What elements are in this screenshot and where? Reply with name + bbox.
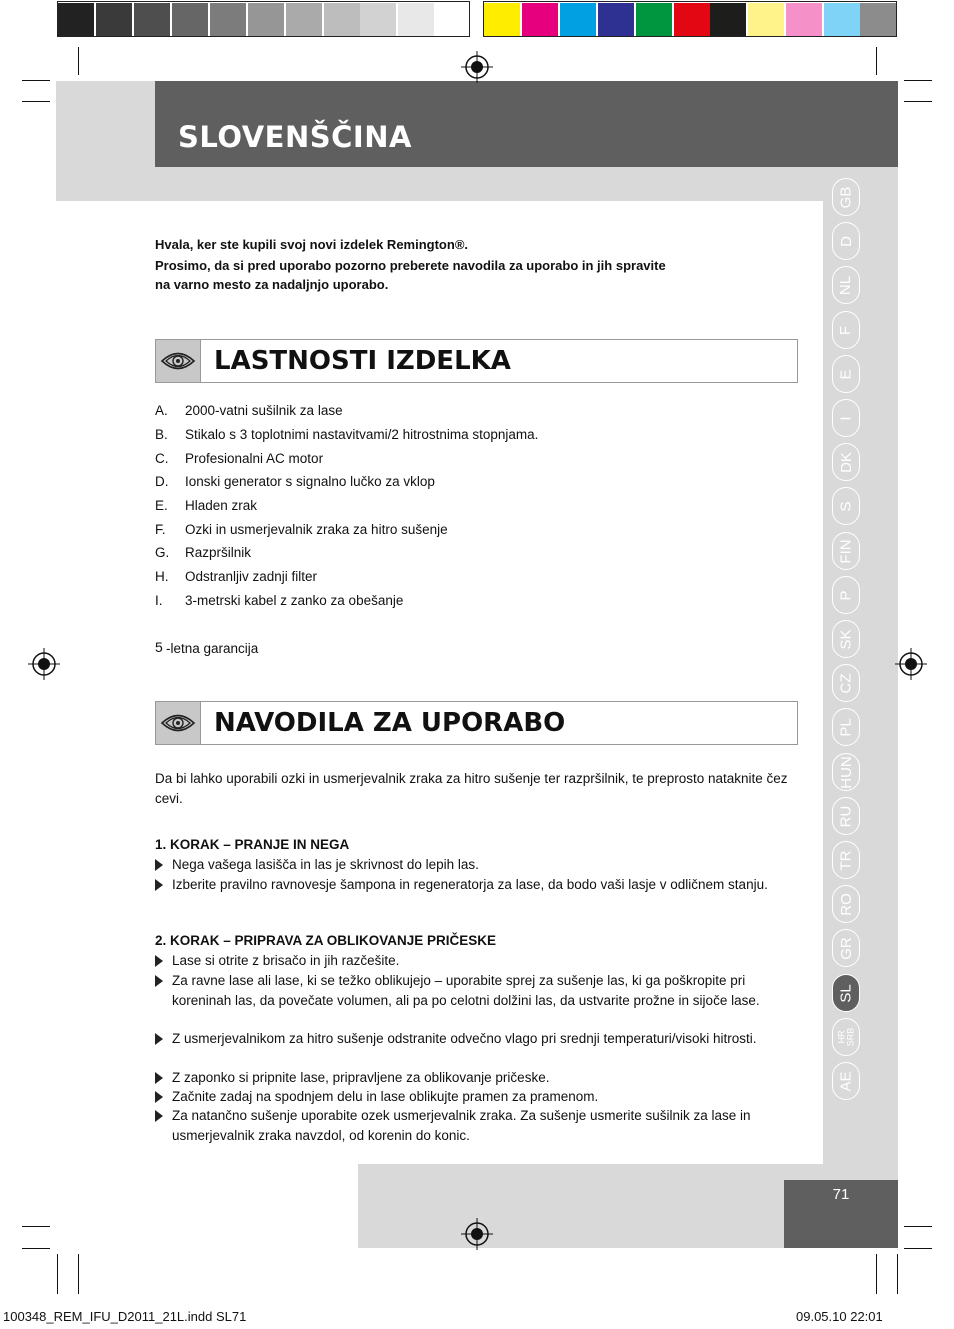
language-tab-label: SL [837, 983, 855, 1003]
language-tab-label: RU [837, 805, 855, 827]
crop-mark [57, 1254, 58, 1294]
language-tab-gr[interactable] [832, 929, 860, 967]
step1-title: 1. KORAK – PRANJE IN NEGA [155, 837, 350, 852]
feature-text: Odstranljiv zadnji filter [185, 569, 318, 584]
language-tab-label: D [837, 235, 855, 247]
language-tab-sk[interactable] [832, 620, 860, 658]
language-tab-label: F [837, 325, 855, 335]
color-bar-frame [483, 1, 897, 37]
language-tab-label: P [837, 589, 855, 601]
crop-mark [876, 47, 877, 75]
language-tab-label: PL [837, 717, 855, 737]
feature-letter: I. [155, 593, 163, 608]
language-tab-hun[interactable] [832, 753, 860, 791]
eye-icon [156, 340, 201, 382]
bullet-text: Lase si otrite z brisačo in jih razčešite. [172, 953, 400, 968]
language-tab-ro[interactable] [832, 885, 860, 923]
crop-mark [904, 101, 932, 102]
language-tab-pl[interactable] [832, 708, 860, 746]
language-tab-label: SK [837, 628, 855, 650]
instructions-header [155, 701, 798, 745]
crop-mark [22, 80, 50, 81]
color-bar-frame [57, 1, 470, 37]
crop-mark [22, 1226, 50, 1227]
arrow-bullet-icon [155, 975, 163, 987]
step2-title: 2. KORAK – PRIPRAVA ZA OBLIKOVANJE PRIČESKE [155, 933, 497, 948]
feature-letter: C. [155, 451, 169, 466]
registration-mark-icon [28, 648, 60, 680]
feature-letter: A. [155, 403, 168, 418]
crop-mark [78, 47, 79, 75]
feature-letter: H. [155, 569, 169, 584]
language-tab-f[interactable] [832, 311, 860, 349]
feature-text: Ozki in usmerjevalnik zraka za hitro sušenje [185, 522, 448, 537]
intro-please: Prosimo, da si pred uporabo pozorno preberete navodila za uporabo in jih spravite [155, 258, 666, 273]
language-tab-label: DK [837, 451, 855, 473]
language-tab-ru[interactable] [832, 797, 860, 835]
language-tab-e[interactable] [832, 355, 860, 393]
crop-mark [22, 1248, 50, 1249]
language-tab-label: GB [837, 186, 855, 208]
page-title: SLOVENŠČINA [178, 120, 412, 154]
language-tab-dk[interactable] [832, 443, 860, 481]
feature-text: 2000-vatni sušilnik za lase [185, 403, 343, 418]
bullet-item [155, 875, 800, 895]
language-tab-nl[interactable] [832, 266, 860, 304]
language-tab-ae[interactable] [832, 1062, 860, 1100]
instructions-heading: NAVODILA ZA UPORABO [214, 708, 566, 738]
feature-text: Profesionalni AC motor [185, 451, 324, 466]
intro-thanks: Hvala, ker ste kupili svoj novi izdelek Remington®. [155, 237, 469, 252]
language-tab-p[interactable] [832, 576, 860, 614]
registration-mark-icon [461, 1218, 493, 1250]
language-tab-s[interactable] [832, 487, 860, 525]
crop-mark [22, 101, 50, 102]
intro-please-cont: na varno mesto za nadaljnjo uporabo. [155, 277, 389, 292]
bullet-text: Z zaponko si pripnite lase, pripravljene za oblikovanje pričeske. [172, 1070, 550, 1085]
feature-letter: F. [155, 522, 166, 537]
arrow-bullet-icon [155, 1091, 163, 1103]
bullet-item [155, 1029, 800, 1049]
language-tab-label: AE [837, 1070, 855, 1092]
language-tab-hr-srb[interactable] [832, 1018, 860, 1056]
feature-text: Hladen zrak [185, 498, 258, 513]
crop-mark [904, 1248, 932, 1249]
feature-letter: G. [155, 545, 170, 560]
feature-letter: B. [155, 427, 168, 442]
bullet-text: Začnite zadaj na spodnjem delu in lase oblikujte pramen za pramenom. [172, 1089, 599, 1104]
bullet-text: Izberite pravilno ravnovesje šampona in regeneratorja za lase, da bodo vaši lasje v odličnem stanju. [172, 877, 768, 892]
language-tab-label: HUN [837, 755, 855, 789]
language-tab-label: E [837, 368, 855, 380]
instructions-intro: Da bi lahko uporabili ozki in usmerjevalnik zraka za hitro sušenje ter razpršilnik, te preprosto nataknite čez cevi. [155, 771, 788, 806]
warranty-text: -letna garancija [166, 641, 259, 656]
language-tab-sl[interactable] [832, 974, 860, 1012]
feature-text: 3-metrski kabel z zanko za obešanje [185, 593, 404, 608]
bullet-text: Za natančno sušenje uporabite ozek usmerjevalnik zraka. Za sušenje usmerite sušilnik za lase in usmerjevalnik zraka navzdol, od korenin do konic. [172, 1108, 751, 1143]
feature-text: Ionski generator s signalno lučko za vklop [185, 474, 435, 489]
bullet-text: Nega vašega lasišča in las je skrivnost do lepih las. [172, 857, 479, 872]
bullet-item [155, 1068, 800, 1088]
registration-mark-icon [895, 648, 927, 680]
features-heading: LASTNOSTI IZDELKA [214, 346, 511, 376]
eye-icon [156, 702, 201, 744]
arrow-bullet-icon [155, 859, 163, 871]
bullet-item [155, 1106, 800, 1145]
feature-text: Stikalo s 3 toplotnimi nastavitvami/2 hitrostnima stopnjama. [185, 427, 539, 442]
arrow-bullet-icon [155, 879, 163, 891]
language-tab-fin[interactable] [832, 532, 860, 570]
crop-mark [876, 1254, 877, 1294]
language-tab-label: NL [837, 275, 855, 295]
footer-date: 09.05.10 22:01 [796, 1309, 883, 1324]
arrow-bullet-icon [155, 1072, 163, 1084]
feature-letter: D. [155, 474, 169, 489]
bullet-item [155, 1087, 800, 1107]
arrow-bullet-icon [155, 1033, 163, 1045]
language-tab-label: S [837, 500, 855, 512]
bullet-item [155, 971, 800, 1010]
bullet-item [155, 951, 800, 971]
language-tab-i[interactable] [832, 399, 860, 437]
bullet-item [155, 855, 800, 875]
feature-text: Razpršilnik [185, 545, 252, 560]
language-tab-label: RO [837, 892, 855, 916]
page-number: 71 [832, 1186, 850, 1203]
language-tab-label: CZ [837, 673, 855, 693]
arrow-bullet-icon [155, 955, 163, 967]
crop-mark [897, 1254, 898, 1294]
language-tab-label: HR SRB [835, 1027, 855, 1047]
language-tab-label: I [837, 415, 855, 421]
language-tab-label: FIN [837, 538, 855, 564]
bullet-text: Za ravne lase ali lase, ki se težko oblikujejo – uporabite sprej za sušenje las, ki ga poškropite pri koreninah las, da povečate volumen, ali pa po celotni dolžini las, da ustvarite prožne in sijoče lase. [172, 973, 760, 1008]
crop-mark [904, 1226, 932, 1227]
footer-file-info: 100348_REM_IFU_D2011_21L.indd SL71 [3, 1309, 247, 1324]
language-tab-label: GR [837, 936, 855, 960]
bullet-text: Z usmerjevalnikom za hitro sušenje odstranite odvečno vlago pri srednji temperaturi/visoki hitrosti. [172, 1031, 757, 1046]
language-tab-label: TR [837, 850, 855, 870]
crop-mark [904, 80, 932, 81]
language-tab-cz[interactable] [832, 664, 860, 702]
warranty-number: 5 [155, 639, 163, 655]
language-tab-tr[interactable] [832, 841, 860, 879]
language-tab-d[interactable] [832, 222, 860, 260]
registration-mark-icon [461, 51, 493, 83]
features-header [155, 339, 798, 383]
crop-mark [78, 1254, 79, 1294]
feature-letter: E. [155, 498, 168, 513]
language-tab-gb[interactable] [832, 178, 860, 216]
arrow-bullet-icon [155, 1110, 163, 1122]
